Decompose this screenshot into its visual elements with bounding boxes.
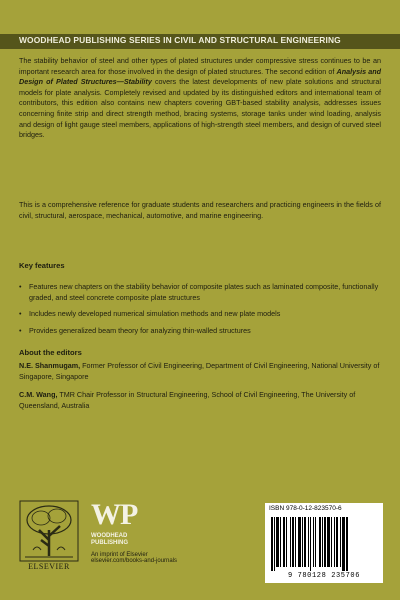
editor-name: C.M. Wang,	[19, 390, 58, 399]
key-features-heading: Key features	[19, 261, 65, 270]
description-intro: The stability behavior of steel and other types of plated structures under compressive stress continues to be an important research area for those involved in the design of plated structures. The second edition of	[19, 56, 381, 76]
editor-name: N.E. Shanmugam,	[19, 361, 81, 370]
key-feature-item: • Includes newly developed numerical simulation methods and new plate models	[19, 309, 381, 320]
publisher-url: elsevier.com/books-and-journals	[91, 558, 178, 564]
description	[19, 56, 381, 141]
audience-paragraph	[19, 200, 381, 221]
barcode-box	[265, 503, 383, 583]
key-feature-item: • Provides generalized beam theory for analyzing thin-walled structures	[19, 326, 381, 337]
isbn-label: ISBN 978-0-12-823570-6	[269, 505, 342, 512]
description-body: covers the latest developments of new plate solutions and structural models for plate analysis. Completely revised and updated by its distinguished editors and international team of contributors, this edition also contains new chapters covering GBT-based stability analysis, addresses issues concerning finite strip and direct strength method, bracing systems, storage tanks under wind loading, analysis and design of light gauge steel members, applications of high-strength steel members, and design of curved steel bridges.	[19, 77, 381, 140]
barcode-digits: 9 780128 235706	[287, 572, 360, 580]
woodhead-label: WOODHEAD	[91, 533, 128, 539]
publishing-label: PUBLISHING	[91, 540, 129, 546]
imprint-label: An imprint of Elsevier	[91, 552, 148, 558]
elsevier-tree-icon	[19, 500, 79, 562]
editor-entry	[19, 390, 381, 411]
key-feature-item: • Features new chapters on the stability behavior of composite plates such as laminated composite, functionally graded, and steel concrete composite plate structures	[19, 282, 381, 303]
audience-text: This is a comprehensive reference for graduate students and researchers and practicing engineers in the fields of civil, structural, aerospace, mechanical, automotive, and marine engineering.	[19, 200, 381, 220]
book-title: Analysis and Design of Plated Structures—Stability	[19, 66, 381, 87]
series-band	[0, 34, 400, 49]
editor-bio: TMR Chair Professor in Structural Engineering, School of Civil Engineering, The University of Queensland, Australia	[19, 390, 356, 410]
woodhead-logo	[91, 500, 149, 532]
about-editors-heading: About the editors	[19, 348, 82, 357]
editor-bio: Former Professor of Civil Engineering, Department of Civil Engineering, National University of Singapore, Singapore	[19, 361, 380, 381]
elsevier-wordmark: ELSEVIER	[28, 562, 70, 571]
key-features-list	[19, 282, 381, 342]
wp-letters: WP	[91, 498, 138, 531]
series-title: WOODHEAD PUBLISHING SERIES IN CIVIL AND STRUCTURAL ENGINEERING	[19, 35, 341, 45]
editor-entry	[19, 361, 381, 382]
barcode-icon	[271, 517, 377, 571]
